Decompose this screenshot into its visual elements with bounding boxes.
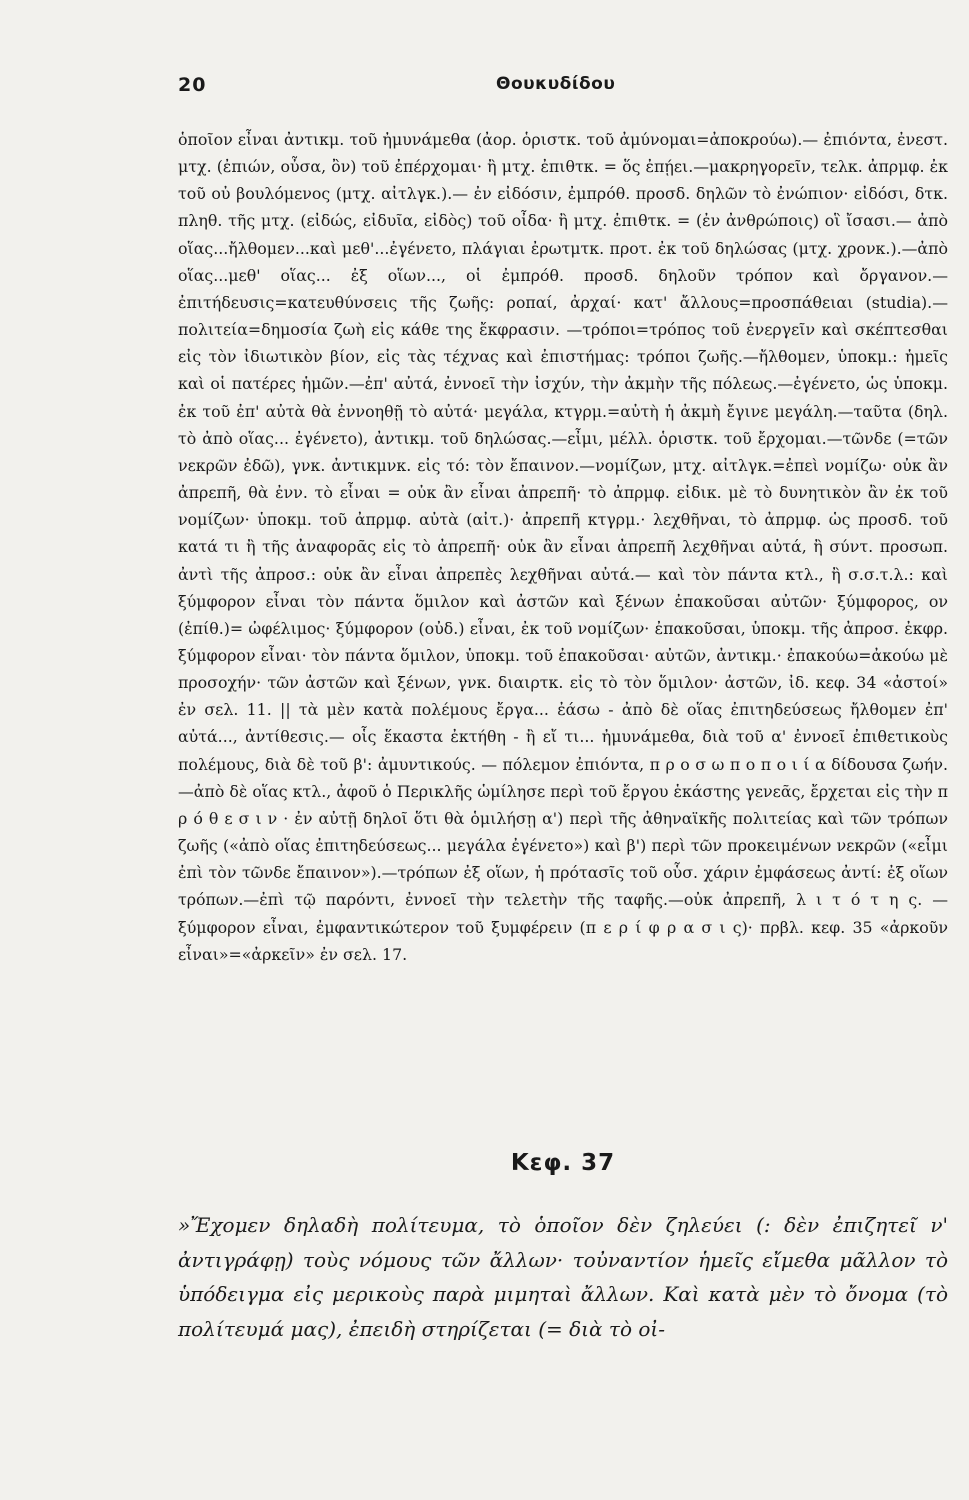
commentary-notes [178, 126, 948, 968]
page-header [178, 74, 942, 104]
page-number: 20 [178, 74, 207, 96]
main-text-paragraph: »Ἔχομεν δηλαδὴ πολίτευμα, τὸ ὁποῖον δὲν ζηλεύει (: δὲν ἐπιζητεῖ ν' ἀντιγράφῃ) τοὺς νόμους τῶν ἄλλων· τοὐναντίον ἡμεῖς εἴμεθα μᾶλλον τὸ ὑπόδειγμα εἰς μερικοὺς παρὰ μιμηταὶ ἄλλων. Καὶ κατὰ μὲν τὸ ὄνομα (τὸ πολίτευμά μας), ἐπειδὴ στηρίζεται (= διὰ τὸ οἰ- [178, 1213, 948, 1341]
chapter-heading: Κεφ. 37 [510, 1150, 616, 1176]
commentary-paragraph: ὁποῖον εἶναι ἀντικμ. τοῦ ἠμυνάμεθα (ἀορ. ὁριστκ. τοῦ ἀμύνομαι=ἀποκρούω).— ἐπιόντα, ἐνεστ. μτχ. (ἐπιών, οὖσα, ὂν) τοῦ ἐπέρχομαι· ἢ μτχ. ἐπιθτκ. = ὅς ἐπῄει.—μακρηγορεῖν, τελκ. ἀπρμφ. ἐκ τοῦ οὐ βουλόμενος (μτχ. αἰτλγκ.).— ἐν εἰδόσιν, ἐμπρόθ. προσδ. δηλῶν τὸ ἐνώπιον· εἰδόσι, δτκ. πληθ. τῆς μτχ. (εἰδώς, εἰδυῖα, εἰδὸς) τοῦ οἶδα· ἢ μτχ. ἐπιθτκ. = (ἐν ἀνθρώποις) οἳ ἴσασι.— ἀπὸ οἵας...ἤλθομεν...καὶ μεθ'...ἐγένετο, πλάγιαι ἐρωτμτκ. προτ. ἐκ τοῦ δηλώσας (μτχ. χρονκ.).—ἀπὸ οἵας...μεθ' οἵας... ἐξ οἵων..., οἱ ἐμπρόθ. προσδ. δηλοῦν τρόπον καὶ ὄργανον.—ἐπιτήδευσις=κατευθύνσεις τῆς ζωῆς: ροπαί, ἀρχαί· κατ' ἄλλους=προσπάθειαι (studia).—πολιτεία=δημοσία ζωὴ εἰς κάθε της ἔκφρασιν. —τρόποι=τρόπος τοῦ ἐνεργεῖν καὶ σκέπτεσθαι εἰς τὸν ἰδιωτικὸν βίον, εἰς τὰς τέχνας καὶ ἐπιστήμας: τρόποι ζωῆς.—ἤλθομεν, ὑποκμ.: ἡμεῖς καὶ οἱ πατέρες ἡμῶν.—ἐπ' αὐτά, ἐννοεῖ τὴν ἰσχύν, τὴν ἀκμὴν τῆς πόλεως.—ἐγένετο, ὡς ὑποκμ. ἐκ τοῦ ἐπ' αὐτὰ θὰ ἐννοηθῇ τὸ αὐτά· μεγάλα, κτγρμ.=αὐτὴ ἡ ἀκμὴ ἔγινε μεγάλη.—ταῦτα (δηλ. τὸ ἀπὸ οἵας... ἐγένετο), ἀντικμ. τοῦ δηλώσας.—εἶμι, μέλλ. ὁριστκ. τοῦ ἔρχομαι.—τῶνδε (=τῶν νεκρῶν ἐδῶ), γνκ. ἀντικμνκ. εἰς τό: τὸν ἔπαινον.—νομίζων, μτχ. αἰτλγκ.=ἐπεὶ νομίζω· οὐκ ἂν ἀπρεπῆ, θὰ ἐνν. τὸ εἶναι = οὐκ ἂν εἶναι ἀπρεπῆ· τὸ ἀπρμφ. εἰδικ. μὲ τὸ δυνητικὸν ἂν ἐκ τοῦ νομίζων· ὑποκμ. τοῦ ἀπρμφ. αὐτὰ (αἰτ.)· ἀπρεπῆ κτγρμ.· λεχθῆναι, τὸ ἀπρμφ. ὡς προσδ. τοῦ κατά τι ἢ τῆς ἀναφορᾶς εἰς τὸ ἀπρεπῆ· οὐκ ἂν εἶναι ἀπρεπῆ λεχθῆναι αὐτά, ἢ σύντ. προσωπ. ἀντὶ τῆς ἀπροσ.: οὐκ ἂν εἶναι ἀπρεπὲς λεχθῆναι αὐτά.— καὶ τὸν πάντα κτλ., ἢ σ.σ.τ.λ.: καὶ ξύμφορον εἶναι τὸν πάντα ὅμιλον καὶ ἀστῶν καὶ ξένων ἐπακοῦσαι αὐτῶν· ξύμφορος, ον (ἐπίθ.)= ὠφέλιμος· ξύμφορον (οὐδ.) εἶναι, ἐκ τοῦ νομίζων· ἐπακοῦσαι, ὑποκμ. τῆς ἀπροσ. ἐκφρ. ξύμφορον εἶναι· τὸν πάντα ὅμιλον, ὑποκμ. τοῦ ἐπακοῦσαι· αὐτῶν, ἀντικμ.· ἐπακούω=ἀκούω μὲ προσοχήν· τῶν ἀστῶν καὶ ξένων, γνκ. διαιρτκ. εἰς τὸ τὸν ὅμιλον· ἀστῶν, ἰδ. κεφ. 34 «ἀστοί» ἐν σελ. 11. || τὰ μὲν κατὰ πολέμους ἔργα... ἐάσω - ἀπὸ δὲ οἵας ἐπιτηδεύσεως ἤλθομεν ἐπ' αὐτά..., ἀντίθεσις.— οἷς ἕκαστα ἐκτήθη - ἢ εἴ τι... ἠμυνάμεθα, διὰ τοῦ α' ἐννοεῖ ἐπιθετικοὺς πολέμους, διὰ δὲ τοῦ β': ἀμυντικούς. — πόλεμον ἐπιόντα, π ρ ο σ ω π ο π ο ι ί α δίδουσα ζωήν.—ἀπὸ δὲ οἵας κτλ., ἀφοῦ ὁ Περικλῆς ὡμίλησε περὶ τοῦ ἔργου ἑκάστης γενεᾶς, ἔρχεται εἰς τὴν π ρ ό θ ε σ ι ν · ἐν αὐτῇ δηλοῖ ὅτι θὰ ὁμιλήσῃ α') περὶ τῆς ἀθηναϊκῆς πολιτείας καὶ τῶν τρόπων ζωῆς («ἀπὸ οἵας ἐπιτηδεύσεως... μεγάλα ἐγένετο») καὶ β') περὶ τῶν προκειμένων νεκρῶν («εἶμι ἐπὶ τὸν τῶνδε ἔπαινον»).—τρόπων ἐξ οἵων, ἡ πρότασῖς τοῦ οὗσ. χάριν ἐμφάσεως ἀντί: ἐξ οἵων τρόπων.—ἐπὶ τῷ παρόντι, ἐννοεῖ τὴν τελετὴν τῆς ταφῆς.—οὐκ ἀπρεπῆ, λ ι τ ό τ η ς. — ξύμφορον εἶναι, ἐμφαντικώτερον τοῦ ξυμφέρειν (π ε ρ ί φ ρ α σ ι ς)· πρβλ. κεφ. 35 «ἀρκοῦν εἶναι»=«ἀρκεῖν» ἐν σελ. 17. [178, 130, 948, 964]
running-title: Θουκυδίδου [496, 74, 616, 94]
main-text [178, 1208, 948, 1346]
